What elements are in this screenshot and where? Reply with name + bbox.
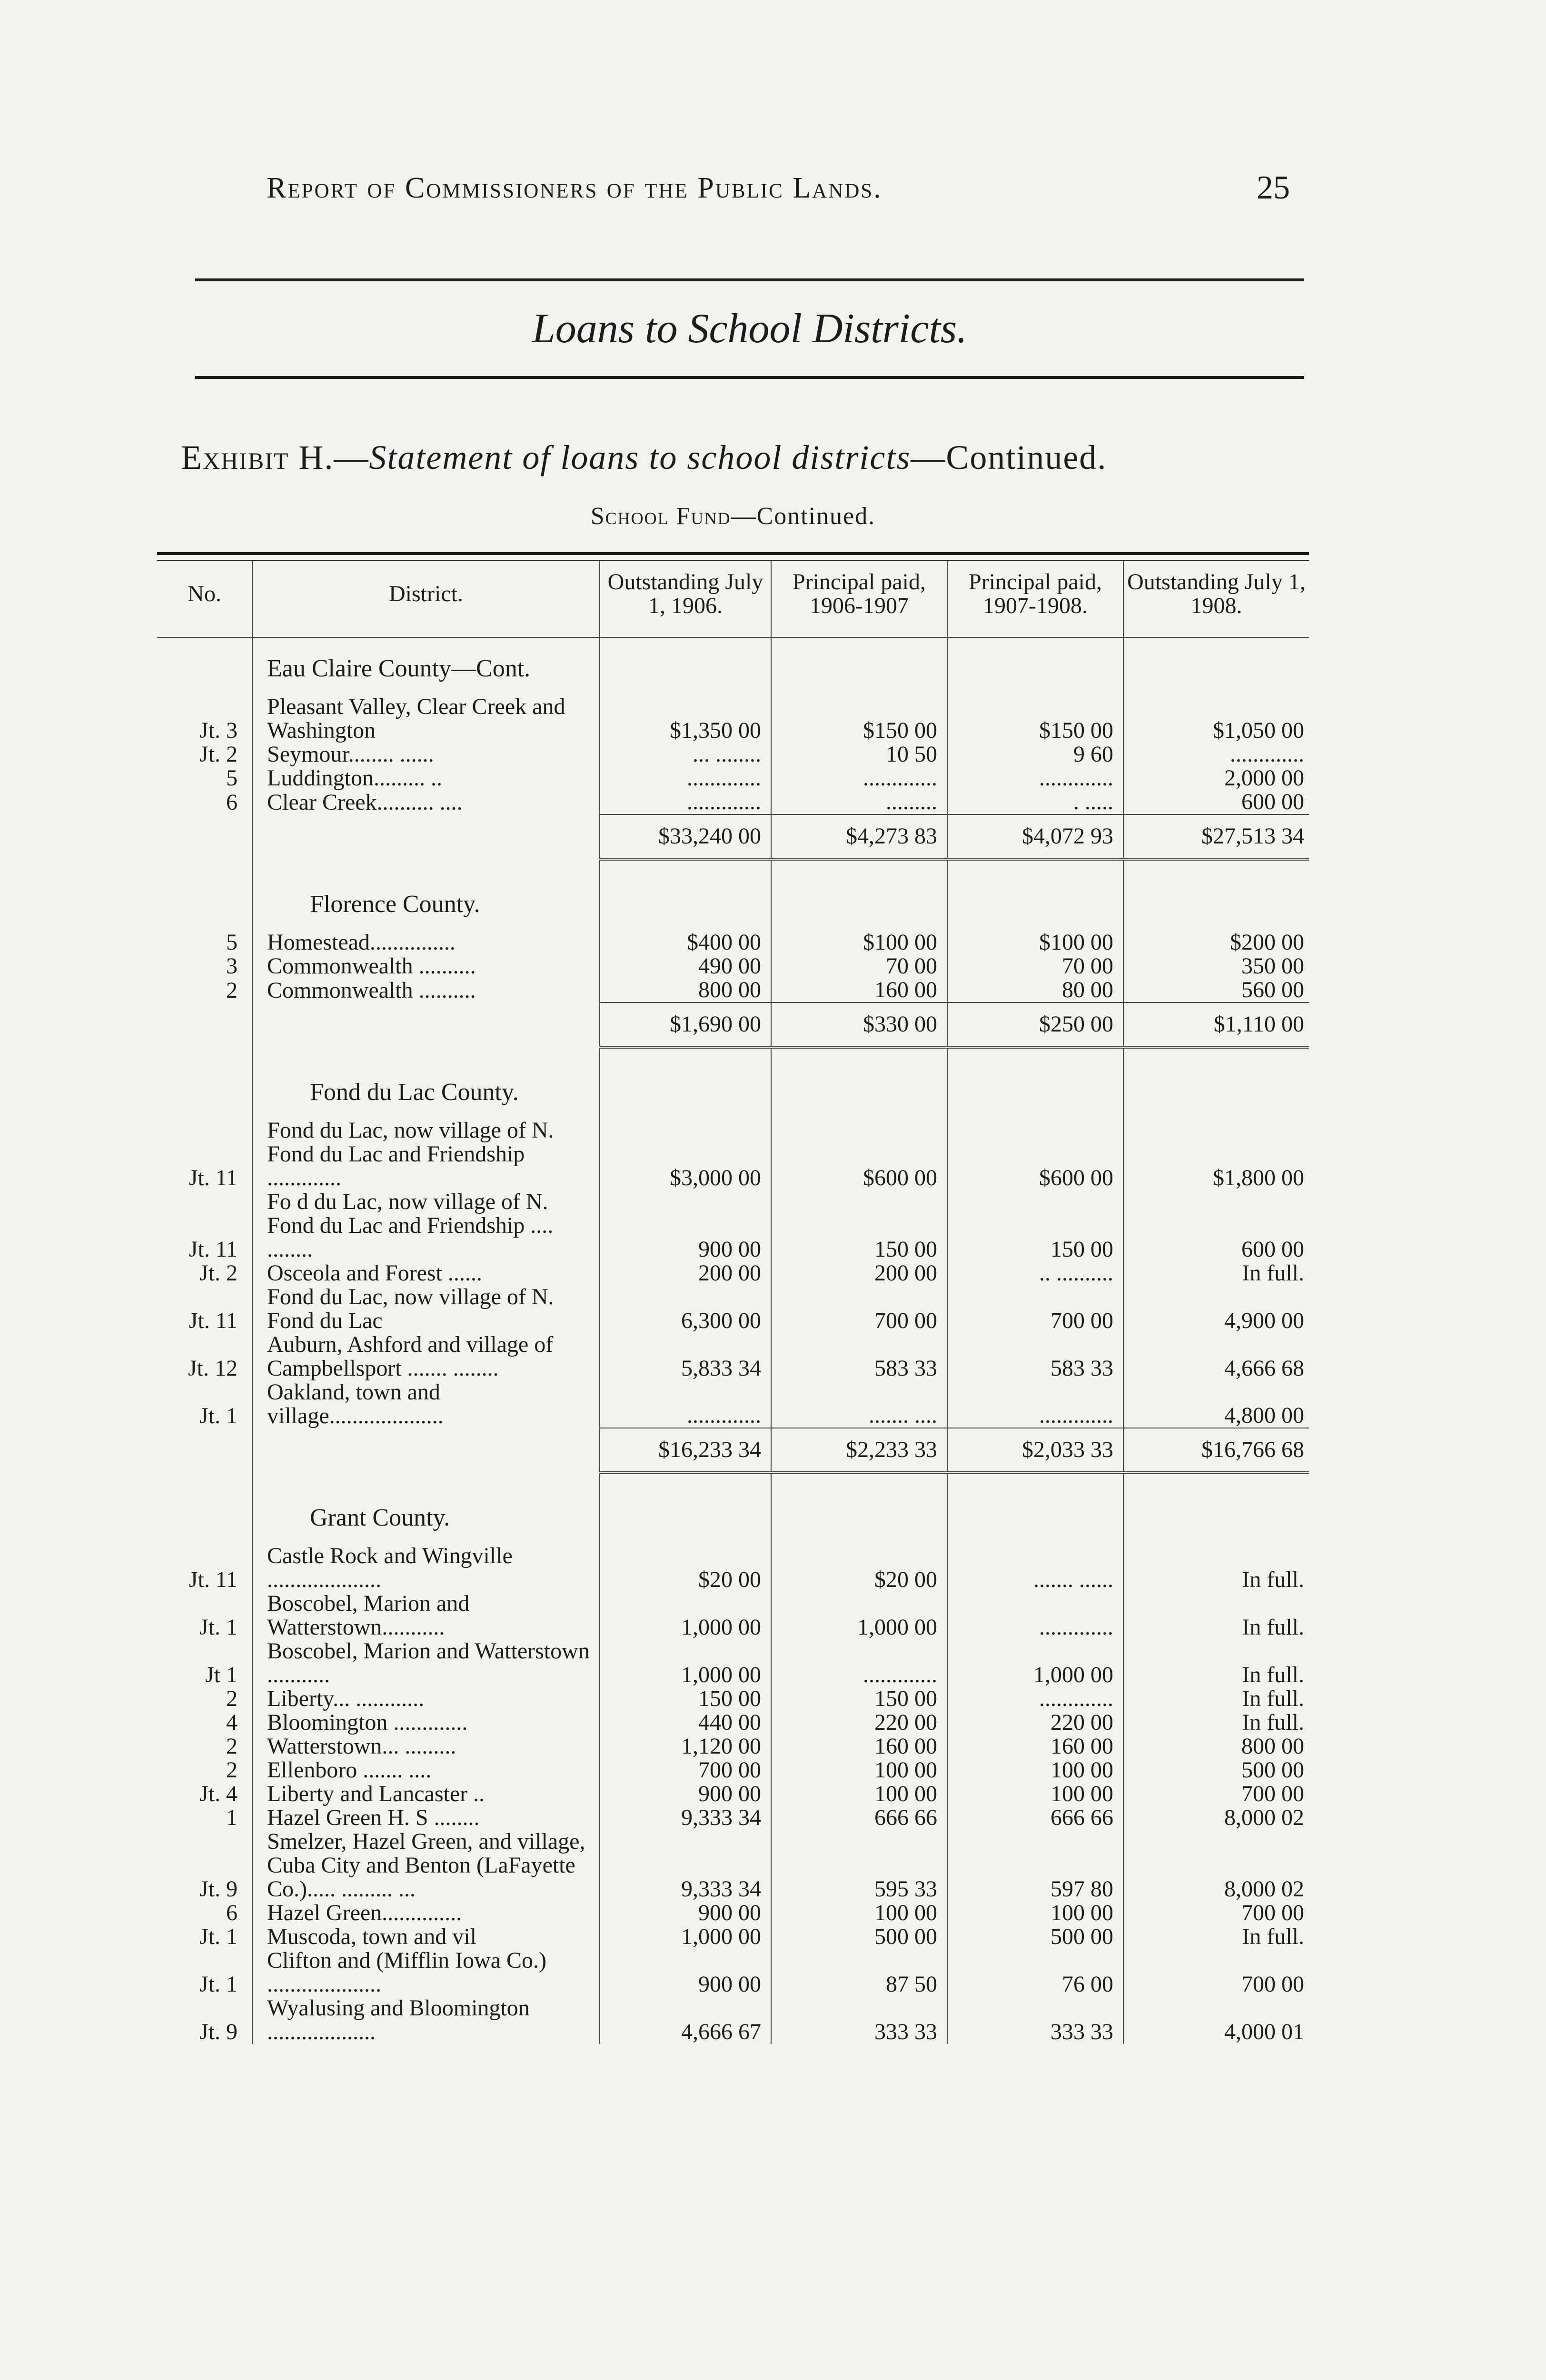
top-rule bbox=[195, 278, 1304, 281]
cell-p1908: 500 00 bbox=[947, 1925, 1123, 1949]
cell-no: 6 bbox=[226, 1900, 238, 1925]
cell-o1906: $3,000 00 bbox=[600, 1119, 771, 1190]
cell-no: Jt. 3 bbox=[199, 718, 238, 743]
total-p1908: $2,033 33 bbox=[947, 1428, 1123, 1473]
cell-district: Clifton and (Mifflin Iowa Co.) .................... bbox=[252, 1949, 600, 1996]
cell-o1908: In full. bbox=[1123, 1711, 1309, 1735]
cell-p1908: $150 00 bbox=[947, 695, 1123, 743]
table-row bbox=[157, 954, 1309, 978]
cell-district: Pleasant Valley, Clear Creek and Washington bbox=[252, 695, 600, 743]
cell-p1907: 70 00 bbox=[771, 954, 947, 978]
cell-o1908: 4,666 68 bbox=[1123, 1333, 1309, 1380]
cell-no: Jt. 1 bbox=[199, 1403, 238, 1428]
cell-p1908: 100 00 bbox=[947, 1901, 1123, 1925]
cell-no: 2 bbox=[226, 1734, 238, 1759]
cell-o1908: $1,050 00 bbox=[1123, 695, 1309, 743]
total-row bbox=[157, 1002, 1309, 1047]
table-row bbox=[157, 1996, 1309, 2044]
cell-o1906: 150 00 bbox=[600, 1687, 771, 1711]
cell-o1908: 600 00 bbox=[1123, 790, 1309, 814]
empty-cell bbox=[252, 1428, 600, 1473]
county-heading-row bbox=[157, 859, 1309, 931]
col-header-principal-1908: Principal paid, 1907-1908. bbox=[947, 561, 1123, 637]
cell-no: Jt. 12 bbox=[188, 1356, 238, 1381]
cell-p1907: 100 00 bbox=[771, 1758, 947, 1782]
cell-o1908: In full. bbox=[1123, 1261, 1309, 1285]
cell-district: Commonwealth .......... bbox=[252, 954, 600, 978]
cell-p1908: $100 00 bbox=[947, 931, 1123, 954]
cell-no: Jt. 9 bbox=[199, 2019, 238, 2044]
cell-o1906: $400 00 bbox=[600, 931, 771, 954]
col-header-outstanding-1908: Outstanding July 1, 1908. bbox=[1123, 561, 1309, 637]
cell-o1906: 200 00 bbox=[600, 1261, 771, 1285]
cell-o1906: ... ........ bbox=[600, 743, 771, 766]
cell-district: Luddington......... .. bbox=[252, 766, 600, 790]
cell-p1908: 220 00 bbox=[947, 1711, 1123, 1735]
cell-p1907: 700 00 bbox=[771, 1285, 947, 1333]
cell-o1906: ............. bbox=[600, 790, 771, 814]
cell-o1906: 900 00 bbox=[600, 1190, 771, 1261]
col-header-principal-1907: Principal paid, 1906-1907 bbox=[771, 561, 947, 637]
exhibit-dash: — bbox=[334, 438, 369, 476]
table-row bbox=[157, 1592, 1309, 1639]
cell-district: Commonwealth .......... bbox=[252, 978, 600, 1002]
cell-o1906: 9,333 34 bbox=[600, 1806, 771, 1830]
cell-district: Ellenboro ....... .... bbox=[252, 1758, 600, 1782]
cell-district: Liberty and Lancaster .. bbox=[252, 1782, 600, 1806]
cell-no: 5 bbox=[226, 765, 238, 791]
cell-p1907: $150 00 bbox=[771, 695, 947, 743]
total-o1908: $1,110 00 bbox=[1123, 1002, 1309, 1047]
cell-o1908: In full. bbox=[1123, 1544, 1309, 1592]
cell-p1907: 1,000 00 bbox=[771, 1592, 947, 1639]
cell-o1908: In full. bbox=[1123, 1639, 1309, 1687]
cell-o1908: In full. bbox=[1123, 1592, 1309, 1639]
cell-o1908: $1,800 00 bbox=[1123, 1119, 1309, 1190]
table-row bbox=[157, 1639, 1309, 1687]
cell-o1906: 900 00 bbox=[600, 1949, 771, 1996]
table-row bbox=[157, 1687, 1309, 1711]
loans-table-wrap bbox=[157, 552, 1309, 2044]
cell-p1907: ............. bbox=[771, 766, 947, 790]
table-row bbox=[157, 1380, 1309, 1428]
cell-district: Seymour........ ...... bbox=[252, 743, 600, 766]
cell-o1908: 700 00 bbox=[1123, 1782, 1309, 1806]
cell-no: Jt. 2 bbox=[199, 1260, 238, 1286]
table-row bbox=[157, 766, 1309, 790]
table-row bbox=[157, 1735, 1309, 1758]
total-o1906: $33,240 00 bbox=[600, 814, 771, 859]
cell-district: Fond du Lac, now village of N. Fond du Lac bbox=[252, 1285, 600, 1333]
empty-cell bbox=[600, 1473, 771, 1544]
empty-cell bbox=[252, 814, 600, 859]
cell-no: Jt. 9 bbox=[199, 1876, 238, 1902]
cell-o1906: 4,666 67 bbox=[600, 1996, 771, 2044]
table-row bbox=[157, 1285, 1309, 1333]
cell-o1906: 1,000 00 bbox=[600, 1925, 771, 1949]
cell-p1907: 100 00 bbox=[771, 1901, 947, 1925]
empty-cell bbox=[1123, 1047, 1309, 1119]
cell-p1907: ....... .... bbox=[771, 1380, 947, 1428]
cell-p1907: $600 00 bbox=[771, 1119, 947, 1190]
cell-no: Jt. 11 bbox=[188, 1567, 238, 1592]
fund-name: School Fund bbox=[590, 503, 731, 530]
cell-district: Smelzer, Hazel Green, and village, Cuba City and Benton (LaFayette Co.)..... ......... ... bbox=[252, 1830, 600, 1901]
county-heading-row bbox=[157, 1047, 1309, 1119]
col-header-district: District. bbox=[252, 561, 600, 637]
table-row bbox=[157, 1261, 1309, 1285]
cell-o1908: 560 00 bbox=[1123, 978, 1309, 1002]
cell-district: Fond du Lac, now village of N. Fond du Lac and Friendship ............. bbox=[252, 1119, 600, 1190]
cell-p1908: ............. bbox=[947, 766, 1123, 790]
empty-cell bbox=[157, 1473, 252, 1544]
cell-p1907: 200 00 bbox=[771, 1261, 947, 1285]
section-title: Loans to School Districts. bbox=[532, 306, 968, 352]
total-p1907: $330 00 bbox=[771, 1002, 947, 1047]
cell-p1908: 100 00 bbox=[947, 1782, 1123, 1806]
cell-no: Jt. 1 bbox=[199, 1615, 238, 1640]
total-o1906: $1,690 00 bbox=[600, 1002, 771, 1047]
running-head: Report of Commissioners of the Public Lands. bbox=[267, 172, 882, 204]
cell-p1908: 80 00 bbox=[947, 978, 1123, 1002]
empty-cell bbox=[157, 859, 252, 931]
cell-p1908: 100 00 bbox=[947, 1758, 1123, 1782]
total-p1908: $250 00 bbox=[947, 1002, 1123, 1047]
table-row bbox=[157, 790, 1309, 814]
table-row bbox=[157, 1711, 1309, 1735]
table-row bbox=[157, 1758, 1309, 1782]
cell-o1906: 6,300 00 bbox=[600, 1285, 771, 1333]
cell-o1906: 490 00 bbox=[600, 954, 771, 978]
empty-cell bbox=[771, 637, 947, 695]
table-row bbox=[157, 695, 1309, 743]
table-row bbox=[157, 1830, 1309, 1901]
cell-district: Muscoda, town and vil bbox=[252, 1925, 600, 1949]
cell-o1908: 8,000 02 bbox=[1123, 1830, 1309, 1901]
cell-no: 3 bbox=[226, 953, 238, 979]
cell-p1907: 87 50 bbox=[771, 1949, 947, 1996]
cell-o1906: 1,120 00 bbox=[600, 1735, 771, 1758]
cell-p1908: . ..... bbox=[947, 790, 1123, 814]
empty-cell bbox=[947, 1473, 1123, 1544]
cell-o1906: 700 00 bbox=[600, 1758, 771, 1782]
header-row bbox=[157, 561, 1309, 637]
cell-district: Boscobel, Marion and Watterstown ........... bbox=[252, 1639, 600, 1687]
cell-no: 2 bbox=[226, 1686, 238, 1711]
empty-cell bbox=[157, 637, 252, 695]
cell-p1907: 150 00 bbox=[771, 1687, 947, 1711]
section-rule bbox=[195, 376, 1304, 379]
cell-p1908: 1,000 00 bbox=[947, 1639, 1123, 1687]
table-row bbox=[157, 1925, 1309, 1949]
cell-p1908: 583 33 bbox=[947, 1333, 1123, 1380]
table-row bbox=[157, 931, 1309, 954]
cell-no: 1 bbox=[226, 1805, 238, 1830]
empty-cell bbox=[947, 859, 1123, 931]
cell-o1906: 800 00 bbox=[600, 978, 771, 1002]
cell-p1907: 583 33 bbox=[771, 1333, 947, 1380]
cell-o1908: 4,900 00 bbox=[1123, 1285, 1309, 1333]
cell-district: Bloomington ............. bbox=[252, 1711, 600, 1735]
cell-o1906: $1,350 00 bbox=[600, 695, 771, 743]
exhibit-title bbox=[181, 438, 1323, 477]
empty-cell bbox=[157, 814, 252, 859]
table-row bbox=[157, 1544, 1309, 1592]
cell-o1906: 1,000 00 bbox=[600, 1592, 771, 1639]
cell-p1908: ....... ...... bbox=[947, 1544, 1123, 1592]
table-row bbox=[157, 1333, 1309, 1380]
cell-p1908: 70 00 bbox=[947, 954, 1123, 978]
cell-p1908: .. .......... bbox=[947, 1261, 1123, 1285]
cell-p1907: $100 00 bbox=[771, 931, 947, 954]
exhibit-continued: —Continued. bbox=[911, 438, 1107, 476]
cell-no: 4 bbox=[226, 1710, 238, 1735]
cell-p1908: 333 33 bbox=[947, 1996, 1123, 2044]
cell-p1908: 9 60 bbox=[947, 743, 1123, 766]
cell-o1906: 900 00 bbox=[600, 1901, 771, 1925]
col-header-no: No. bbox=[157, 561, 252, 637]
exhibit-statement: Statement of loans to school districts bbox=[369, 438, 911, 476]
empty-cell bbox=[157, 1428, 252, 1473]
total-o1908: $27,513 34 bbox=[1123, 814, 1309, 859]
fund-title bbox=[0, 502, 1466, 530]
cell-o1908: 800 00 bbox=[1123, 1735, 1309, 1758]
cell-o1908: 8,000 02 bbox=[1123, 1806, 1309, 1830]
cell-o1908: 700 00 bbox=[1123, 1949, 1309, 1996]
cell-no: 2 bbox=[226, 978, 238, 1003]
cell-o1908: In full. bbox=[1123, 1687, 1309, 1711]
cell-p1907: 10 50 bbox=[771, 743, 947, 766]
cell-district: Watterstown... ......... bbox=[252, 1735, 600, 1758]
cell-no: Jt. 4 bbox=[199, 1781, 238, 1806]
empty-cell bbox=[600, 1047, 771, 1119]
cell-district: Boscobel, Marion and Watterstown........... bbox=[252, 1592, 600, 1639]
total-row bbox=[157, 814, 1309, 859]
table-row bbox=[157, 1190, 1309, 1261]
cell-district: Clear Creek.......... .... bbox=[252, 790, 600, 814]
cell-p1908: ............. bbox=[947, 1380, 1123, 1428]
cell-p1907: 500 00 bbox=[771, 1925, 947, 1949]
cell-o1908: 4,800 00 bbox=[1123, 1380, 1309, 1428]
cell-o1908: ............. bbox=[1123, 743, 1309, 766]
cell-p1907: 150 00 bbox=[771, 1190, 947, 1261]
cell-district: Osceola and Forest ...... bbox=[252, 1261, 600, 1285]
cell-district: Castle Rock and Wingville .................... bbox=[252, 1544, 600, 1592]
loans-table bbox=[157, 552, 1309, 2044]
cell-p1908: ............. bbox=[947, 1592, 1123, 1639]
cell-p1907: ......... bbox=[771, 790, 947, 814]
empty-cell bbox=[947, 1047, 1123, 1119]
cell-o1908: 2,000 00 bbox=[1123, 766, 1309, 790]
cell-district: Homestead............... bbox=[252, 931, 600, 954]
empty-cell bbox=[1123, 1473, 1309, 1544]
cell-p1907: ............. bbox=[771, 1639, 947, 1687]
total-o1906: $16,233 34 bbox=[600, 1428, 771, 1473]
cell-o1906: 5,833 34 bbox=[600, 1333, 771, 1380]
cell-no: Jt. 1 bbox=[199, 1924, 238, 1949]
cell-p1907: $20 00 bbox=[771, 1544, 947, 1592]
table-row bbox=[157, 1901, 1309, 1925]
cell-o1908: 600 00 bbox=[1123, 1190, 1309, 1261]
cell-no: Jt. 11 bbox=[188, 1165, 238, 1190]
empty-cell bbox=[771, 859, 947, 931]
total-p1908: $4,072 93 bbox=[947, 814, 1123, 859]
cell-no: Jt. 11 bbox=[188, 1308, 238, 1333]
empty-cell bbox=[252, 1002, 600, 1047]
cell-p1907: 160 00 bbox=[771, 978, 947, 1002]
county-name: Fond du Lac County. bbox=[252, 1047, 600, 1119]
cell-district: Fo d du Lac, now village of N. Fond du Lac and Friendship .... ........ bbox=[252, 1190, 600, 1261]
cell-district: Hazel Green H. S ........ bbox=[252, 1806, 600, 1830]
page-number: 25 bbox=[1257, 169, 1290, 206]
total-p1907: $2,233 33 bbox=[771, 1428, 947, 1473]
county-name: Eau Claire County—Cont. bbox=[252, 637, 600, 695]
table-row bbox=[157, 1806, 1309, 1830]
empty-cell bbox=[1123, 859, 1309, 931]
cell-p1907: 100 00 bbox=[771, 1782, 947, 1806]
cell-no: Jt. 11 bbox=[188, 1237, 238, 1262]
col-header-outstanding-1906: Outstanding July 1, 1906. bbox=[600, 561, 771, 637]
cell-district: Hazel Green.............. bbox=[252, 1901, 600, 1925]
empty-cell bbox=[600, 859, 771, 931]
cell-o1906: ............. bbox=[600, 766, 771, 790]
table-row bbox=[157, 1782, 1309, 1806]
empty-cell bbox=[771, 1047, 947, 1119]
cell-o1908: 700 00 bbox=[1123, 1901, 1309, 1925]
cell-p1907: 160 00 bbox=[771, 1735, 947, 1758]
cell-p1908: 597 80 bbox=[947, 1830, 1123, 1901]
total-row bbox=[157, 1428, 1309, 1473]
empty-cell bbox=[771, 1473, 947, 1544]
cell-o1906: 1,000 00 bbox=[600, 1639, 771, 1687]
total-o1908: $16,766 68 bbox=[1123, 1428, 1309, 1473]
total-p1907: $4,273 83 bbox=[771, 814, 947, 859]
cell-o1906: $20 00 bbox=[600, 1544, 771, 1592]
cell-p1907: 666 66 bbox=[771, 1806, 947, 1830]
cell-no: 6 bbox=[226, 790, 238, 815]
cell-o1906: 440 00 bbox=[600, 1711, 771, 1735]
cell-p1907: 333 33 bbox=[771, 1996, 947, 2044]
empty-cell bbox=[1123, 637, 1309, 695]
cell-district: Liberty... ............ bbox=[252, 1687, 600, 1711]
cell-o1908: 500 00 bbox=[1123, 1758, 1309, 1782]
county-heading-row bbox=[157, 1473, 1309, 1544]
cell-no: 2 bbox=[226, 1757, 238, 1783]
cell-p1908: 150 00 bbox=[947, 1190, 1123, 1261]
empty-cell bbox=[157, 1002, 252, 1047]
cell-no: 5 bbox=[226, 930, 238, 955]
table-row bbox=[157, 743, 1309, 766]
cell-p1908: ............. bbox=[947, 1687, 1123, 1711]
cell-district: Auburn, Ashford and village of Campbellsport ....... ........ bbox=[252, 1333, 600, 1380]
empty-cell bbox=[157, 1047, 252, 1119]
cell-o1906: 9,333 34 bbox=[600, 1830, 771, 1901]
cell-district: Wyalusing and Bloomington ................... bbox=[252, 1996, 600, 2044]
cell-p1907: 595 33 bbox=[771, 1830, 947, 1901]
cell-p1908: $600 00 bbox=[947, 1119, 1123, 1190]
cell-no: Jt 1 bbox=[205, 1662, 238, 1687]
cell-district: Oakland, town and village.................... bbox=[252, 1380, 600, 1428]
county-name: Florence County. bbox=[252, 859, 600, 931]
cell-no: Jt. 2 bbox=[199, 742, 238, 767]
cell-o1906: ............. bbox=[600, 1380, 771, 1428]
table-row bbox=[157, 1119, 1309, 1190]
table-body bbox=[157, 637, 1309, 2044]
cell-o1908: 4,000 01 bbox=[1123, 1996, 1309, 2044]
cell-p1908: 160 00 bbox=[947, 1735, 1123, 1758]
cell-o1908: 350 00 bbox=[1123, 954, 1309, 978]
table-row bbox=[157, 1949, 1309, 1996]
cell-no: Jt. 1 bbox=[199, 1972, 238, 1997]
county-name: Grant County. bbox=[252, 1473, 600, 1544]
fund-continued: —Continued. bbox=[731, 503, 876, 530]
county-heading-row bbox=[157, 637, 1309, 695]
cell-p1908: 76 00 bbox=[947, 1949, 1123, 1996]
empty-cell bbox=[600, 637, 771, 695]
table-row bbox=[157, 978, 1309, 1002]
cell-p1908: 666 66 bbox=[947, 1806, 1123, 1830]
cell-o1908: $200 00 bbox=[1123, 931, 1309, 954]
cell-p1908: 700 00 bbox=[947, 1285, 1123, 1333]
cell-o1908: In full. bbox=[1123, 1925, 1309, 1949]
exhibit-label: Exhibit H. bbox=[181, 438, 334, 476]
empty-cell bbox=[947, 637, 1123, 695]
cell-p1907: 220 00 bbox=[771, 1711, 947, 1735]
cell-o1906: 900 00 bbox=[600, 1782, 771, 1806]
